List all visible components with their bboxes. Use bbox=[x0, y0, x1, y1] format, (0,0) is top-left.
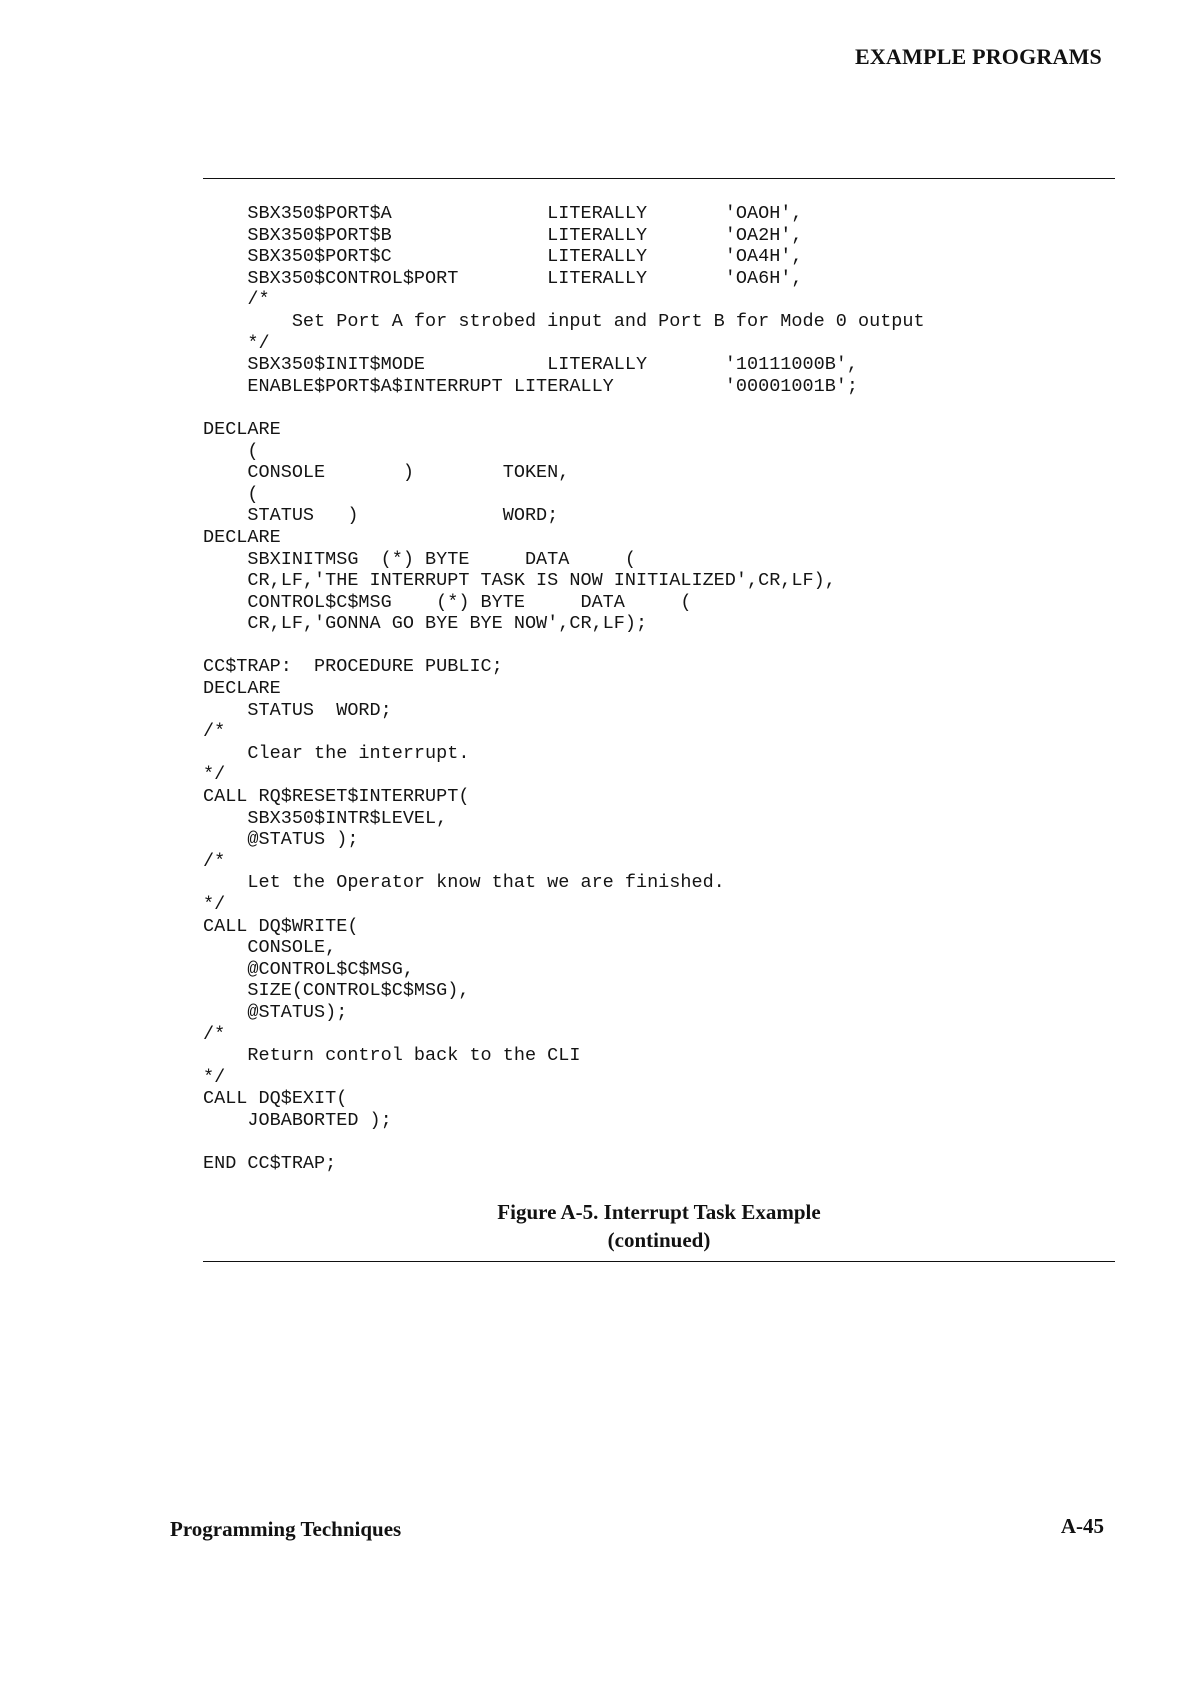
code-line: /* bbox=[203, 850, 226, 872]
code-line: /* bbox=[203, 1023, 226, 1045]
code-line: ( bbox=[203, 440, 259, 462]
code-line: CR,LF,'GONNA GO BYE BYE NOW',CR,LF); bbox=[203, 613, 648, 635]
code-line: @STATUS); bbox=[203, 1001, 348, 1023]
code-line: */ bbox=[203, 764, 226, 786]
code-line: CONTROL$C$MSG (*) BYTE DATA ( bbox=[203, 591, 692, 613]
code-line: ENABLE$PORT$A$INTERRUPT LITERALLY '00001001B'; bbox=[203, 375, 859, 397]
figure-caption bbox=[203, 1198, 1115, 1254]
code-line: Let the Operator know that we are finished. bbox=[203, 872, 725, 894]
top-rule bbox=[203, 178, 1115, 179]
bottom-rule bbox=[203, 1261, 1115, 1262]
code-line: CONSOLE ) TOKEN, bbox=[203, 462, 570, 484]
code-line: /* bbox=[203, 721, 226, 743]
code-line: SBX350$INIT$MODE LITERALLY '10111000B', bbox=[203, 354, 859, 376]
code-line: CALL RQ$RESET$INTERRUPT( bbox=[203, 786, 470, 808]
code-line: Return control back to the CLI bbox=[203, 1045, 581, 1067]
code-line: Clear the interrupt. bbox=[203, 742, 470, 764]
code-line: @CONTROL$C$MSG, bbox=[203, 958, 414, 980]
code-listing bbox=[203, 203, 925, 1175]
code-line: SBX350$PORT$B LITERALLY 'OA2H', bbox=[203, 224, 803, 246]
code-line: DECLARE bbox=[203, 526, 281, 548]
code-line: STATUS WORD; bbox=[203, 699, 392, 721]
code-line: CONSOLE, bbox=[203, 937, 337, 959]
code-line: */ bbox=[203, 894, 226, 915]
code-line bbox=[203, 397, 925, 419]
code-line: SBX350$INTR$LEVEL, bbox=[203, 807, 448, 829]
code-line: ( bbox=[203, 483, 259, 505]
code-line: CC$TRAP: PROCEDURE PUBLIC; bbox=[203, 656, 503, 678]
code-line: SBX350$PORT$C LITERALLY 'OA4H', bbox=[203, 246, 803, 268]
code-line bbox=[203, 1132, 925, 1154]
code-line: END CC$TRAP; bbox=[203, 1153, 337, 1175]
code-line: @STATUS ); bbox=[203, 829, 359, 851]
code-line: CR,LF,'THE INTERRUPT TASK IS NOW INITIALIZED',CR,LF), bbox=[203, 570, 836, 592]
code-line: STATUS ) WORD; bbox=[203, 505, 559, 527]
code-line: /* bbox=[203, 289, 270, 311]
code-line: SBXINITMSG (*) BYTE DATA ( bbox=[203, 548, 636, 570]
code-line: Set Port A for strobed input and Port B for Mode 0 output bbox=[203, 310, 925, 332]
figure-caption-title: Figure A-5. Interrupt Task Example bbox=[497, 1200, 821, 1224]
code-line: SBX350$PORT$A LITERALLY 'OAOH', bbox=[203, 203, 803, 224]
code-line: CALL DQ$WRITE( bbox=[203, 915, 359, 937]
running-header: EXAMPLE PROGRAMS bbox=[854, 44, 1102, 69]
code-line: SBX350$CONTROL$PORT LITERALLY 'OA6H', bbox=[203, 267, 803, 289]
footer-section-title: Programming Techniques bbox=[170, 1517, 402, 1541]
figure-caption-continued: (continued) bbox=[607, 1228, 711, 1252]
code-line: DECLARE bbox=[203, 678, 281, 700]
code-line: */ bbox=[203, 1066, 226, 1088]
code-line: DECLARE bbox=[203, 418, 281, 440]
code-line: */ bbox=[203, 332, 270, 354]
code-line: JOBABORTED ); bbox=[203, 1109, 392, 1131]
code-line bbox=[203, 635, 925, 657]
code-line: CALL DQ$EXIT( bbox=[203, 1088, 348, 1110]
code-line: SIZE(CONTROL$C$MSG), bbox=[203, 980, 470, 1002]
footer-page-number: A-45 bbox=[1060, 1514, 1104, 1538]
